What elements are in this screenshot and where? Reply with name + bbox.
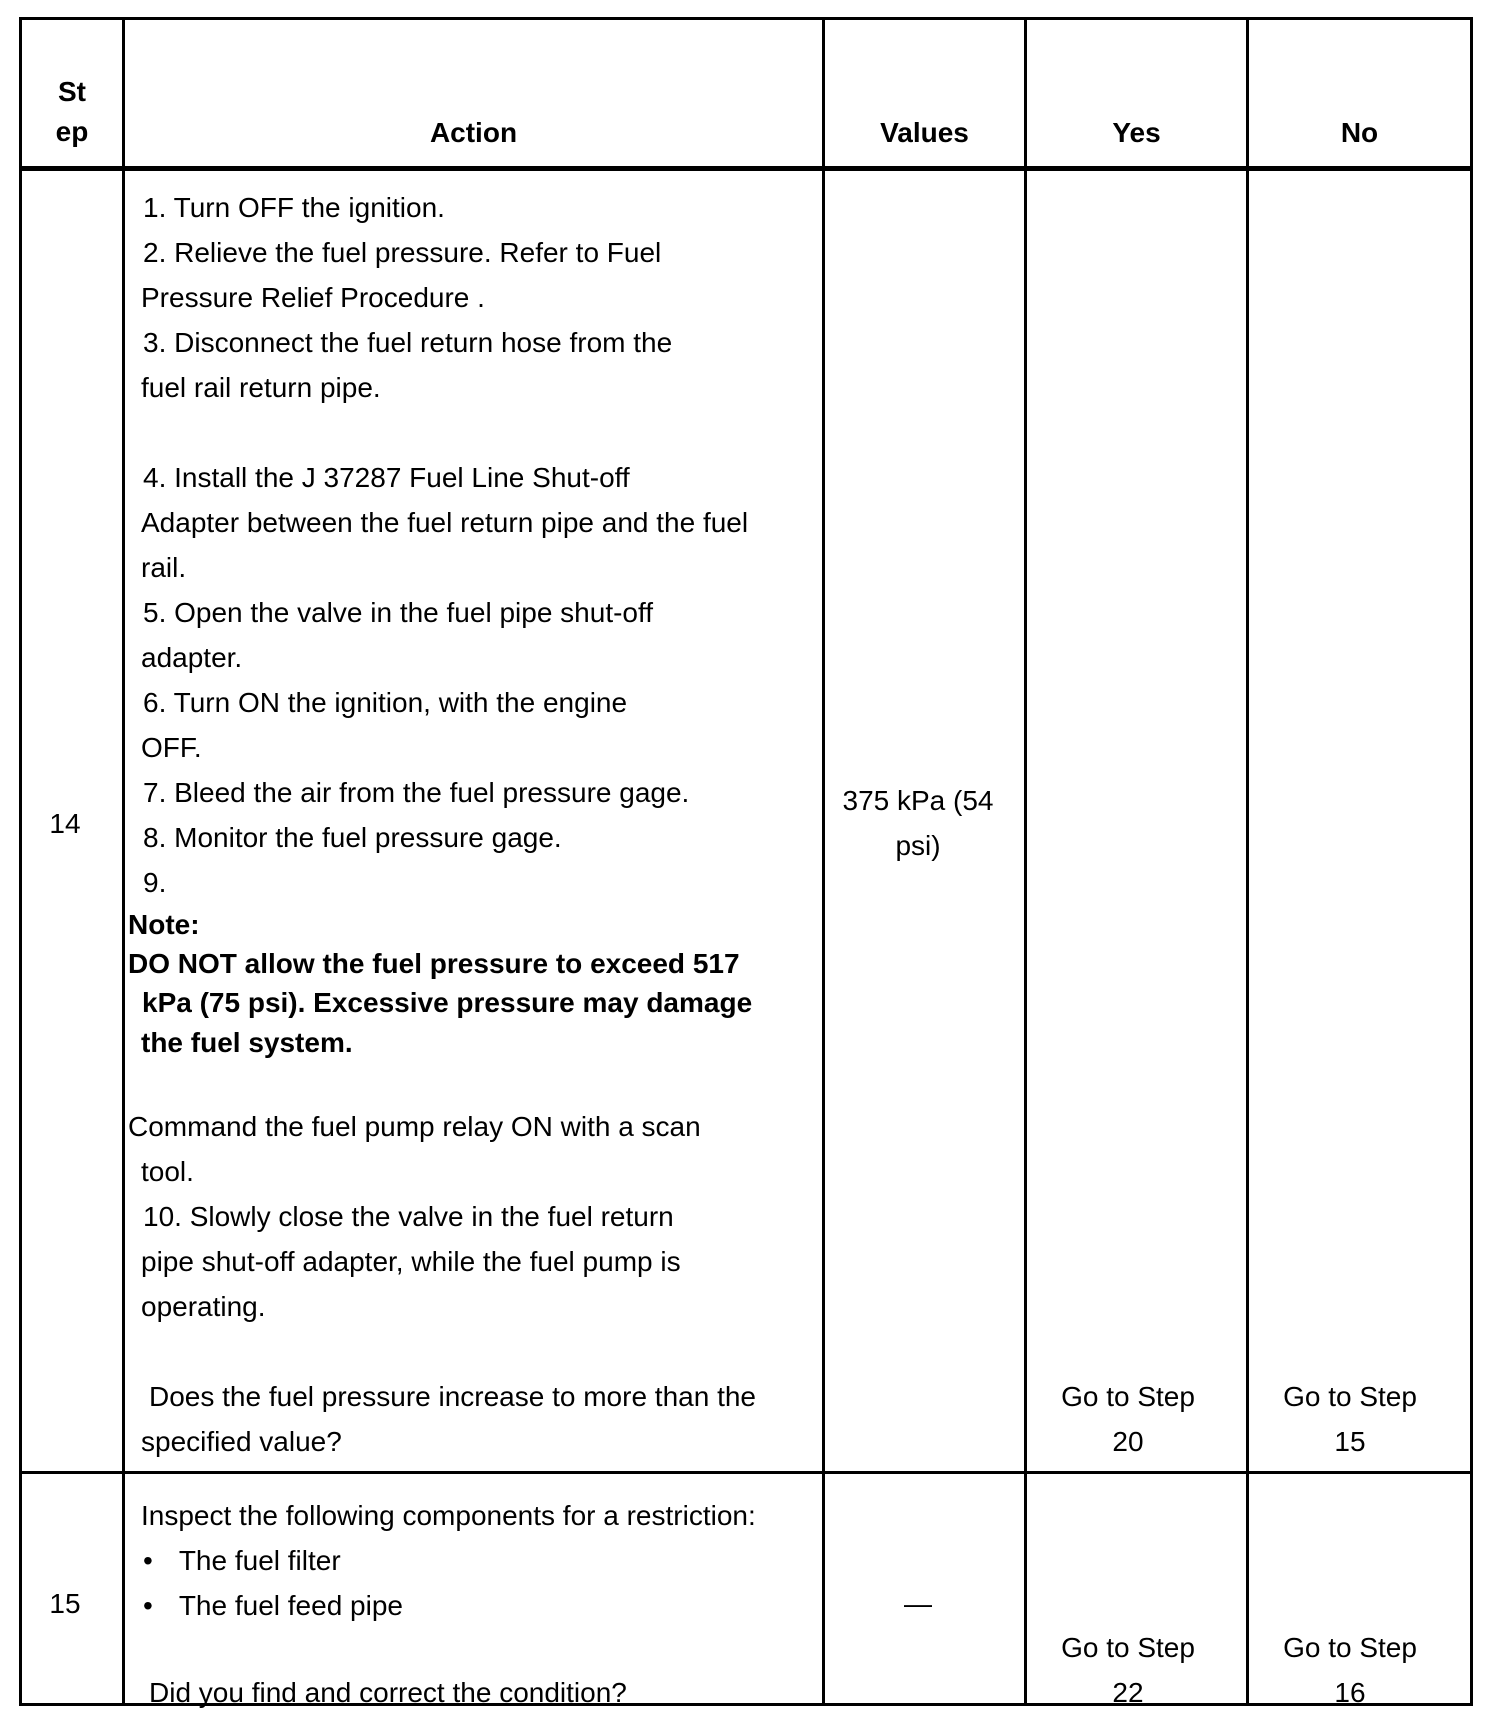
action-line: Pressure Relief Procedure .	[141, 282, 485, 313]
header-no: No	[1340, 117, 1379, 148]
note-line: the fuel system.	[141, 1027, 353, 1058]
note-label: Note:	[128, 909, 200, 940]
action-line: fuel rail return pipe.	[141, 372, 381, 403]
action-line: 3. Disconnect the fuel return hose from the	[143, 327, 673, 358]
row-divider	[19, 1471, 1473, 1474]
no-line: Go to Step	[1283, 1381, 1417, 1412]
header-step-line1: St	[58, 76, 86, 107]
row-14-no	[1249, 1374, 1451, 1464]
bullet-item	[143, 1583, 403, 1628]
question-line: Does the fuel pressure increase to more than the	[149, 1381, 757, 1412]
action-line: OFF.	[141, 732, 202, 763]
no-line: 15	[1334, 1426, 1366, 1457]
header-divider	[19, 166, 1473, 171]
value-line: psi)	[895, 830, 941, 861]
yes-line: 22	[1112, 1677, 1144, 1708]
action-line: pipe shut-off adapter, while the fuel pump is	[141, 1246, 681, 1277]
col-divider-step-action	[122, 18, 125, 1704]
action-line: 7. Bleed the air from the fuel pressure gage.	[143, 777, 690, 808]
yes-line: Go to Step	[1061, 1381, 1195, 1412]
bullet-text: The fuel filter	[178, 1545, 341, 1576]
note-line: DO NOT allow the fuel pressure to exceed 517	[128, 948, 740, 979]
row-15-no	[1249, 1625, 1451, 1715]
action-line: Command the fuel pump relay ON with a scan	[128, 1111, 701, 1142]
action-intro: Inspect the following components for a restriction:	[141, 1500, 756, 1531]
action-line: 6. Turn ON the ignition, with the engine	[143, 687, 628, 718]
question-line: Did you find and correct the condition?	[149, 1677, 627, 1708]
bullet-marker: •	[143, 1545, 153, 1576]
no-line: 16	[1334, 1677, 1366, 1708]
action-line: 5. Open the valve in the fuel pipe shut-off	[143, 597, 654, 628]
action-line: operating.	[141, 1291, 266, 1322]
header-step	[22, 72, 122, 152]
note-line: kPa (75 psi). Excessive pressure may damage	[142, 987, 753, 1018]
row-15-yes	[1027, 1625, 1229, 1715]
row-14-yes	[1027, 1374, 1229, 1464]
action-line: 9.	[143, 867, 167, 898]
table-border-left	[19, 18, 22, 1704]
action-line: tool.	[141, 1156, 194, 1187]
action-line: rail.	[141, 552, 187, 583]
header-step-line2: ep	[55, 116, 89, 147]
header-values: Values	[880, 117, 969, 148]
bullet-text: The fuel feed pipe	[178, 1590, 403, 1621]
action-line: adapter.	[141, 642, 243, 673]
header-yes: Yes	[1112, 117, 1161, 148]
row-14-step: 14	[49, 808, 81, 839]
yes-line: 20	[1112, 1426, 1144, 1457]
action-line: 4. Install the J 37287 Fuel Line Shut-off	[143, 462, 630, 493]
header-action: Action	[429, 117, 518, 148]
action-line: 8. Monitor the fuel pressure gage.	[143, 822, 562, 853]
table-border-right	[1470, 18, 1473, 1704]
bullet-item	[143, 1538, 341, 1583]
action-line: 10. Slowly close the valve in the fuel return	[143, 1201, 674, 1232]
action-line: 2. Relieve the fuel pressure. Refer to Fuel	[143, 237, 662, 268]
question-line: specified value?	[141, 1426, 342, 1457]
row-15-value: —	[904, 1588, 932, 1619]
yes-line: Go to Step	[1061, 1632, 1195, 1663]
value-line: 375 kPa (54	[842, 785, 994, 816]
row-15-step: 15	[49, 1588, 81, 1619]
table-border-top	[19, 17, 1473, 20]
action-line: Adapter between the fuel return pipe and the fuel	[141, 507, 749, 538]
row-14-value	[825, 778, 1011, 868]
bullet-marker: •	[143, 1590, 153, 1621]
no-line: Go to Step	[1283, 1632, 1417, 1663]
action-line: 1. Turn OFF the ignition.	[143, 192, 445, 223]
